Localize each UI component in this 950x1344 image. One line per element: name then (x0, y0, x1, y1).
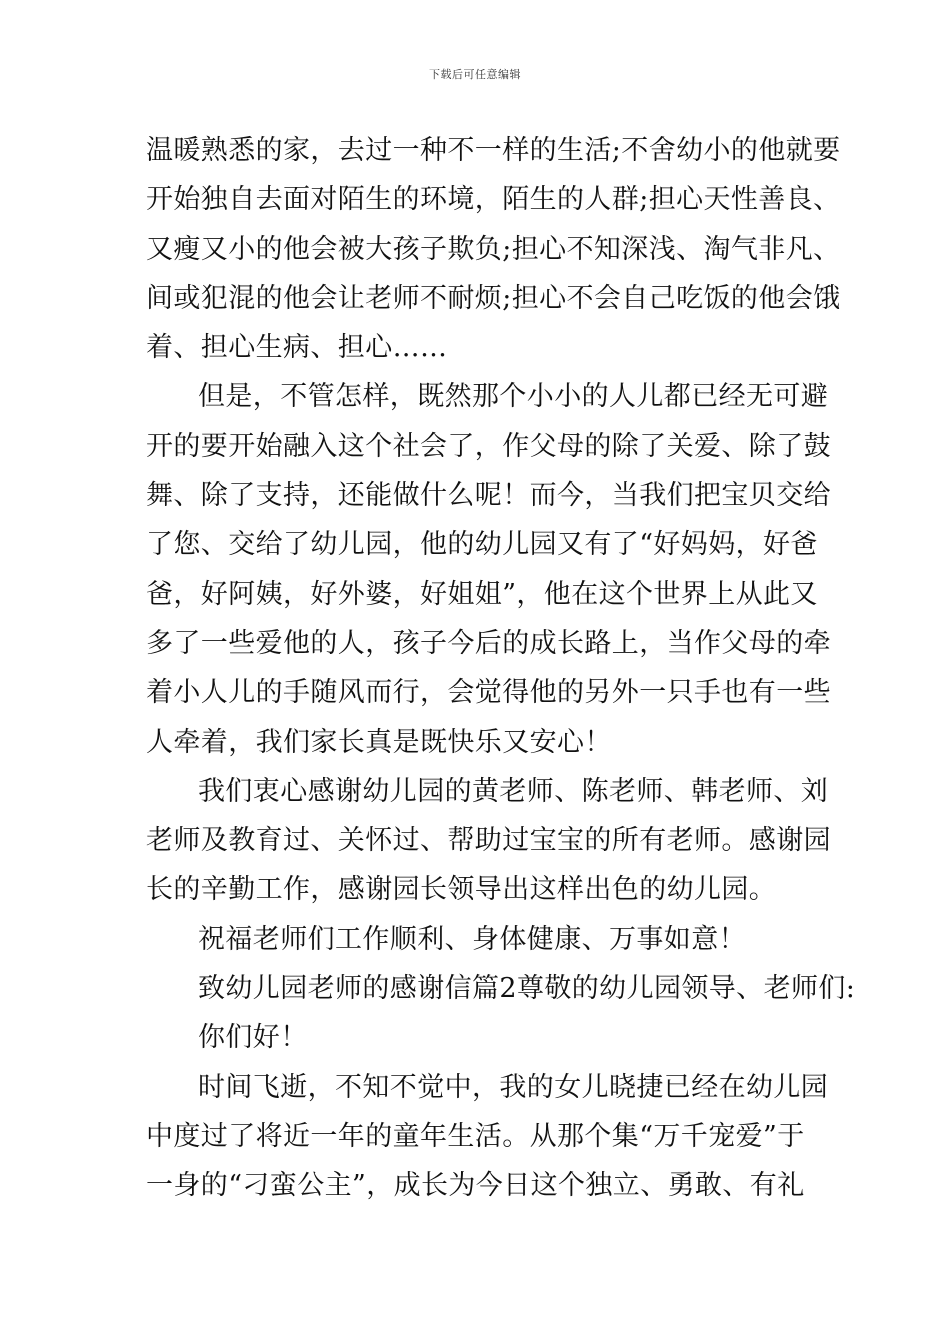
text-line: 人牵着，我们家长真是既快乐又安心！ (146, 726, 612, 758)
text-line: 开的要开始融入这个社会了，作父母的除了关爱、除了鼓 (146, 430, 831, 462)
text-line: 爸，好阿姨，好外婆，好姐姐”，他在这个世界上从此又 (146, 578, 818, 610)
section-title-line: 致幼儿园老师的感谢信篇2尊敬的幼儿园领导、老师们: (198, 973, 856, 1005)
paragraph-start-line: 时间飞逝，不知不觉中，我的女儿晓捷已经在幼儿园 (198, 1071, 829, 1103)
text-line: 温暖熟悉的家，去过一种不一样的生活;不舍幼小的他就要 (146, 135, 841, 166)
paragraph-start-line: 祝福老师们工作顺利、身体健康、万事如意！ (198, 923, 746, 955)
paragraph-start-line: 我们衷心感谢幼儿园的黄老师、陈老师、韩老师、刘 (198, 775, 829, 807)
text-line: 多了一些爱他的人，孩子今后的成长路上，当作父母的牵 (146, 627, 831, 659)
text-line: 着、担心生病、担心…… (146, 332, 448, 364)
text-line: 老师及教育过、关怀过、帮助过宝宝的所有老师。感谢园 (146, 825, 831, 857)
document-body (146, 126, 856, 1211)
paragraph-start-line: 但是，不管怎样，既然那个小小的人儿都已经无可避 (198, 381, 829, 413)
text-line: 了您、交给了幼儿园，他的幼儿园又有了“好妈妈，好爸 (146, 529, 818, 561)
text-line: 长的辛勤工作，感谢园长领导出这样出色的幼儿园。 (146, 874, 777, 906)
text-line: 间或犯混的他会让老师不耐烦;担心不会自己吃饭的他会饿 (146, 282, 841, 314)
text-line: 又瘦又小的他会被大孩子欺负;担心不知深浅、淘气非凡、 (146, 233, 841, 265)
page-header: 下载后可任意编辑 (429, 68, 521, 81)
text-line: 开始独自去面对陌生的环境，陌生的人群;担心天性善良、 (146, 184, 841, 216)
text-line: 中度过了将近一年的童年生活。从那个集“万千宠爱”于 (146, 1120, 805, 1152)
text-line: 舞、除了支持，还能做什么呢！而今，当我们把宝贝交给 (146, 480, 831, 512)
salutation-line: 你们好！ (198, 1022, 308, 1054)
text-line: 着小人儿的手随风而行，会觉得他的另外一只手也有一些 (146, 677, 831, 709)
text-line: 一身的“刁蛮公主”，成长为今日这个独立、勇敢、有礼 (146, 1170, 805, 1202)
